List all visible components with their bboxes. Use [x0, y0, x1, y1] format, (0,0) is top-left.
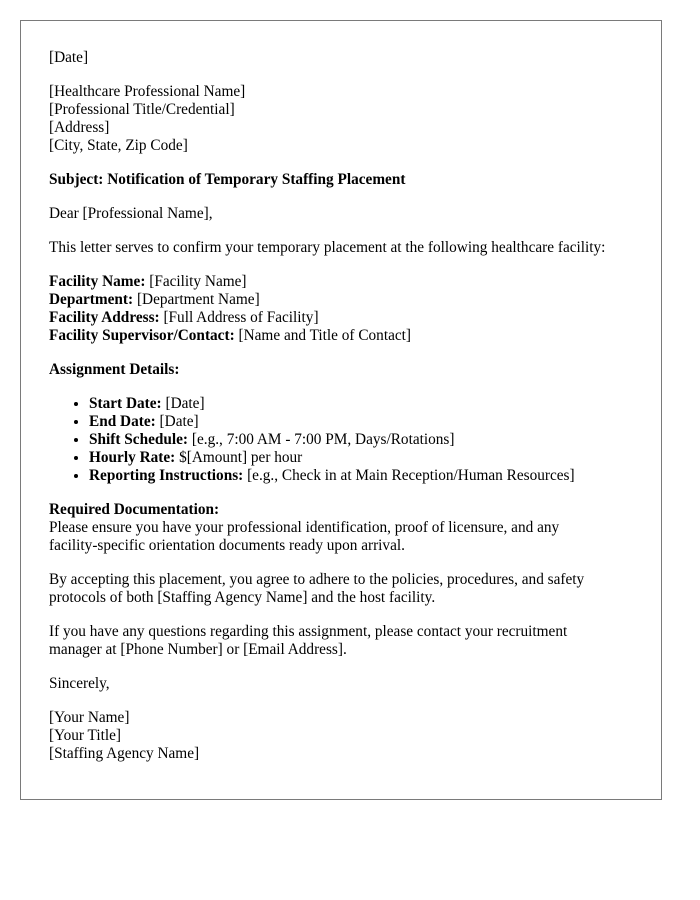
documentation-text-line-1: Please ensure you have your professional identification, proof of licensure, and any	[49, 519, 560, 536]
reporting-instructions-label: Reporting Instructions:	[89, 467, 244, 484]
greeting: Dear [Professional Name],	[49, 205, 213, 222]
department-row	[49, 291, 633, 309]
date-line	[49, 49, 633, 67]
questions-text-line-2: manager at [Phone Number] or [Email Address].	[49, 641, 347, 658]
reporting-instructions-value: [e.g., Check in at Main Reception/Human Resources]	[247, 467, 575, 484]
facility-address-row	[49, 309, 633, 327]
intro-paragraph: This letter serves to confirm your temporary placement at the following healthcare facility:	[49, 239, 606, 256]
documentation-text-line-2: facility-specific orientation documents ready upon arrival.	[49, 537, 405, 554]
facility-contact-label: Facility Supervisor/Contact:	[49, 327, 235, 344]
recipient-address: [Address]	[49, 119, 110, 136]
assignment-heading: Assignment Details:	[49, 361, 180, 378]
recipient-city-state-zip: [City, State, Zip Code]	[49, 137, 188, 154]
facility-name-row	[49, 273, 633, 291]
assignment-details-list	[49, 395, 633, 485]
department-label: Department:	[49, 291, 134, 308]
letter-page	[20, 20, 662, 800]
facility-contact-value: [Name and Title of Contact]	[238, 327, 411, 344]
facility-name-value: [Facility Name]	[149, 273, 247, 290]
shift-schedule-value: [e.g., 7:00 AM - 7:00 PM, Days/Rotations]	[191, 431, 455, 448]
closing: Sincerely,	[49, 675, 110, 692]
subject-line: Subject: Notification of Temporary Staffing Placement	[49, 171, 406, 188]
acceptance-text-line-2: protocols of both [Staffing Agency Name] and the host facility.	[49, 589, 436, 606]
acceptance-text-line-1: By accepting this placement, you agree to adhere to the policies, procedures, and safety	[49, 571, 585, 588]
start-date-label: Start Date:	[89, 395, 162, 412]
facility-contact-row	[49, 327, 633, 345]
acceptance-paragraph	[49, 571, 633, 607]
hourly-rate-value: $[Amount] per hour	[179, 449, 303, 466]
documentation-block	[49, 501, 633, 555]
list-item	[89, 467, 633, 485]
facility-address-value: [Full Address of Facility]	[163, 309, 319, 326]
questions-paragraph	[49, 623, 633, 659]
list-item	[89, 395, 633, 413]
subject-block	[49, 171, 633, 189]
list-item	[89, 431, 633, 449]
recipient-name: [Healthcare Professional Name]	[49, 83, 246, 100]
questions-text-line-1: If you have any questions regarding this assignment, please contact your recruitment	[49, 623, 568, 640]
signature-title: [Your Title]	[49, 727, 121, 744]
intro-block	[49, 239, 633, 257]
letter-date: [Date]	[49, 49, 89, 66]
recipient-address-block	[49, 83, 633, 155]
list-item	[89, 449, 633, 467]
recipient-title: [Professional Title/Credential]	[49, 101, 235, 118]
facility-address-label: Facility Address:	[49, 309, 160, 326]
documentation-heading: Required Documentation:	[49, 501, 220, 518]
start-date-value: [Date]	[165, 395, 205, 412]
department-value: [Department Name]	[136, 291, 260, 308]
assignment-heading-block	[49, 361, 633, 379]
greeting-block	[49, 205, 633, 223]
closing-block	[49, 675, 633, 693]
signature-block	[49, 709, 633, 763]
shift-schedule-label: Shift Schedule:	[89, 431, 189, 448]
end-date-value: [Date]	[159, 413, 199, 430]
facility-name-label: Facility Name:	[49, 273, 146, 290]
hourly-rate-label: Hourly Rate:	[89, 449, 176, 466]
signature-agency: [Staffing Agency Name]	[49, 745, 200, 762]
list-item	[89, 413, 633, 431]
signature-name: [Your Name]	[49, 709, 130, 726]
facility-details	[49, 273, 633, 345]
end-date-label: End Date:	[89, 413, 156, 430]
